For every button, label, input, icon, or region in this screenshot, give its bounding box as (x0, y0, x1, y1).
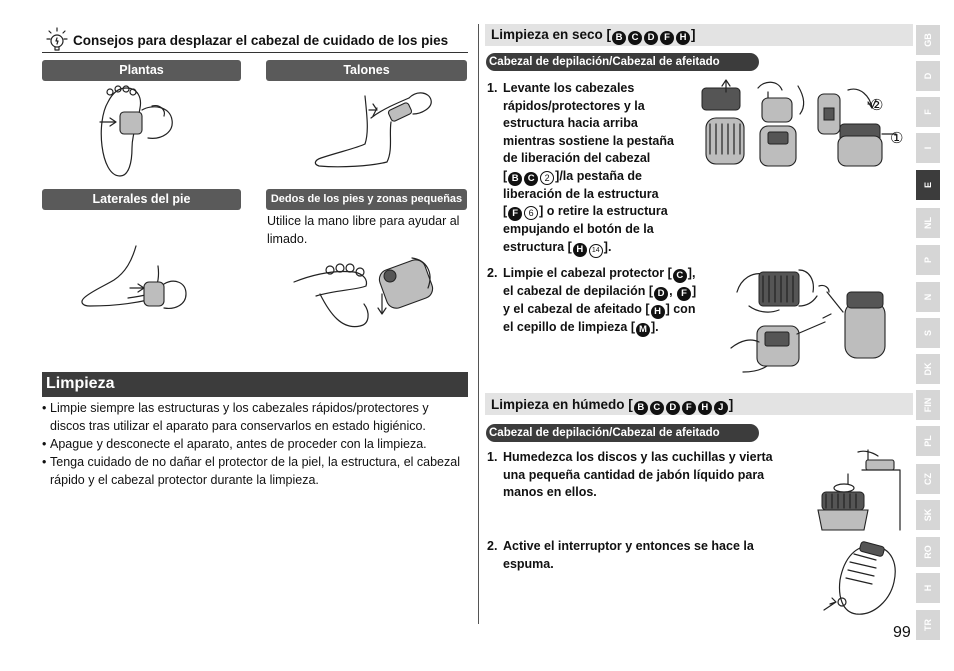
heel-foot-illustration (311, 88, 441, 168)
lang-tab-e[interactable] (916, 170, 940, 200)
step-line: estructura [ H 14 ]. (503, 239, 703, 258)
letter-h-icon: H (573, 243, 587, 257)
callout-2-label: ② (870, 97, 884, 114)
lang-tab-label: GB (923, 33, 933, 47)
brush-cleaning-illustration (727, 262, 909, 374)
label-dedos: Dedos de los pies y zonas pequeñas (266, 189, 467, 210)
step-line: Levante los cabezales (503, 81, 635, 95)
tip-lightbulb-icon (46, 27, 68, 53)
letter-h-icon: H (651, 305, 665, 319)
label-talones: Talones (266, 60, 467, 81)
lang-tab-label: FIN (923, 397, 933, 413)
column-divider (478, 24, 479, 624)
step-line: [ B C 2 ]/la pestaña de (503, 168, 643, 184)
letter-d-icon: D (666, 401, 680, 415)
dedos-text: Utilice la mano libre para ayudar al limado. (267, 214, 460, 246)
dry-title-text: Limpieza en seco [ (491, 27, 612, 42)
lang-tab-nl[interactable] (916, 208, 940, 238)
callout-14-icon: 14 (589, 244, 603, 258)
letter-f-icon: F (508, 207, 522, 221)
lang-tab-label: CZ (923, 473, 933, 485)
toes-illustration (290, 254, 440, 334)
lang-tab-label: NL (923, 217, 933, 229)
letter-d-icon: D (654, 287, 668, 301)
lang-tab-label: I (923, 146, 933, 150)
step-line: empujando el botón de la (503, 222, 654, 236)
letter-f-icon: F (677, 287, 691, 301)
lang-tab-fin[interactable] (916, 390, 940, 420)
sole-foot-illustration (86, 84, 186, 180)
lang-tab-label: E (923, 181, 933, 189)
lang-tab-label: DK (923, 362, 933, 376)
letter-c-icon: C (650, 401, 664, 415)
lang-tab-f[interactable] (916, 97, 940, 127)
dry-sub-label: Cabezal de depilación/Cabezal de afeitado (489, 56, 720, 68)
letter-d-icon: D (644, 31, 658, 45)
step-line: Humedezca los discos y las cuchillas y vierta (503, 450, 773, 464)
letter-h-icon: H (698, 401, 712, 415)
step-line: rápidos/protectores y la (503, 98, 645, 113)
bullet-item: • Limpie siempre las estructuras y los cabezales rápidos/protectores y discos tras utilizar el aparato para conservarlos en estado higiénico. (42, 399, 462, 435)
switch-on-illustration (820, 540, 906, 622)
lang-tab-h[interactable] (916, 573, 940, 603)
callout-6-icon: 6 (524, 206, 538, 220)
lang-tab-label: S (923, 329, 933, 337)
lang-tab-pl[interactable] (916, 426, 940, 456)
step-number: 1. (487, 81, 498, 95)
letter-j-icon: J (714, 401, 728, 415)
soap-illustration (808, 448, 908, 530)
page-number: 99 (893, 624, 911, 641)
letter-c-icon: C (628, 31, 642, 45)
step-number: 2. (487, 539, 498, 553)
letter-c-icon: C (673, 269, 687, 283)
side-foot-illustration (80, 246, 190, 314)
callout-1-label: ① (890, 130, 904, 147)
letter-h-icon: H (676, 31, 690, 45)
lang-tab-label: H (923, 584, 933, 592)
callout-2-icon: 2 (540, 171, 554, 185)
step-line: mientras sostiene la pestaña (503, 133, 674, 148)
tips-title: Consejos para desplazar el cabezal de cuidado de los pies (73, 33, 449, 48)
wet-sub-label: Cabezal de depilación/Cabezal de afeitado (489, 427, 720, 439)
step-line: y el cabezal de afeitado [ H ] con (503, 302, 696, 317)
tips-underline (42, 52, 468, 53)
lang-tab-d[interactable] (916, 61, 940, 91)
letter-b-icon: B (612, 31, 626, 45)
step-line: Active el interruptor y entonces se hace la (503, 539, 754, 553)
step-line: liberación de la estructura (503, 186, 659, 201)
letter-f-icon: F (682, 401, 696, 415)
step-line: [ F 6 ] o retire la estructura (503, 204, 668, 219)
bullet-item: • Tenga cuidado de no dañar el protector de la piel, la estructura, el cabezal rápido y el cabezal protector durante la limpieza. (42, 453, 462, 489)
step-line: espuma. (503, 556, 554, 571)
lang-tab-p[interactable] (916, 245, 940, 275)
step-line: Limpie el cabezal protector [ C ], (503, 266, 696, 281)
wet-title: Limpieza en húmedo [ B C D F H J ] (491, 397, 734, 413)
lang-tab-label: SK (923, 508, 933, 522)
lang-tab-label: F (923, 109, 933, 115)
lang-tab-gb[interactable] (916, 25, 940, 55)
letter-c-icon: C (524, 172, 538, 186)
dry-removal-illustration (698, 78, 910, 168)
lang-tab-label: PL (923, 435, 933, 447)
lang-tab-label: P (923, 256, 933, 264)
step-line: una pequeña cantidad de jabón líquido para (503, 467, 765, 482)
limpieza-bullets (42, 399, 462, 489)
label-laterales: Laterales del pie (42, 189, 241, 210)
bullet-item: • Apague y desconecte el aparato, antes de proceder con la limpieza. (42, 435, 462, 453)
letter-b-icon: B (634, 401, 648, 415)
lang-tab-sk[interactable] (916, 500, 940, 530)
step-line: estructura hacia arriba (503, 116, 638, 130)
lang-tab-label: N (923, 293, 933, 301)
wet-title-text: Limpieza en húmedo [ (491, 397, 633, 412)
lang-tab-label: TR (923, 619, 933, 631)
lang-tab-cz[interactable] (916, 464, 940, 494)
lang-tab-n[interactable] (916, 282, 940, 312)
letter-m-icon: M (636, 323, 650, 337)
step-line: el cepillo de limpieza [ M ]. (503, 320, 659, 335)
label-plantas: Plantas (42, 60, 241, 81)
letter-f-icon: F (660, 31, 674, 45)
step-line: de liberación del cabezal (503, 151, 651, 165)
lang-tab-i[interactable] (916, 133, 940, 163)
lang-tab-ro[interactable] (916, 537, 940, 567)
lang-tab-dk[interactable] (916, 354, 940, 384)
step-number: 1. (487, 450, 498, 464)
dry-title: Limpieza en seco [ B C D F H ] (491, 27, 696, 43)
lang-tab-tr[interactable] (916, 610, 940, 640)
lang-tab-label: D (923, 72, 933, 80)
letter-b-icon: B (508, 172, 522, 186)
step-line: manos en ellos. (503, 485, 597, 499)
step-line: el cabezal de depilación [ D , F ] (503, 284, 697, 299)
lang-tab-s[interactable] (916, 318, 940, 348)
lang-tab-label: RO (923, 545, 933, 559)
step-number: 2. (487, 266, 498, 280)
limpieza-title: Limpieza (46, 375, 115, 392)
